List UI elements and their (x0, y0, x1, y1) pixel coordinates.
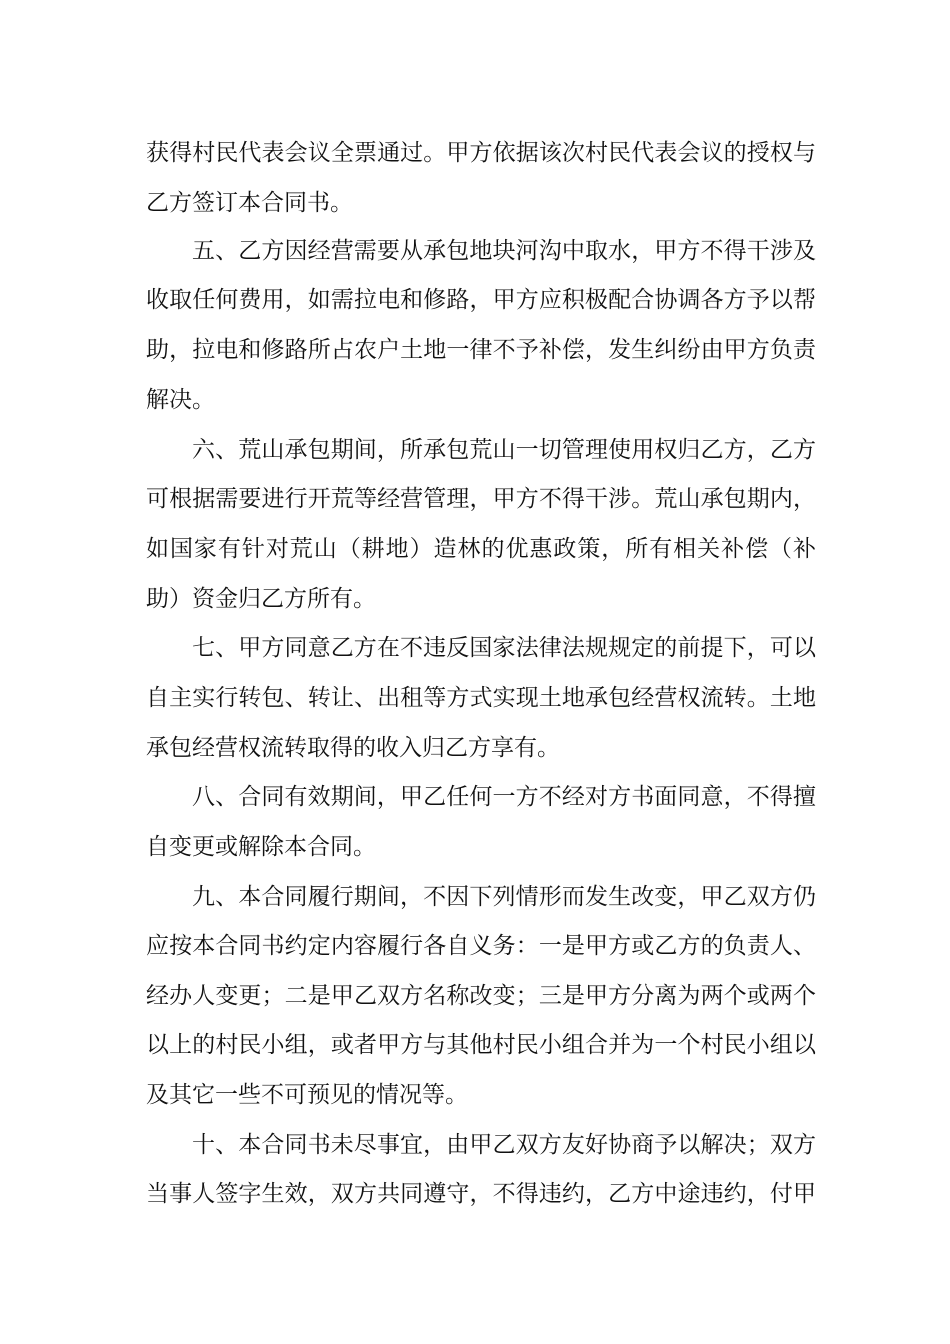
text-line: 乙方签订本合同书。 (146, 190, 353, 216)
clause-6-heading-line: 六、荒山承包期间，所承包荒山一切管理使用权归乙方，乙方 (192, 437, 816, 463)
text-line: 可根据需要进行开荒等经营管理，甲方不得干涉。荒山承包期内， (146, 486, 816, 512)
text-line: 及其它一些不可预见的情况等。 (146, 1082, 468, 1108)
text-line: 获得村民代表会议全票通过。甲方依据该次村民代表会议的授权与 (146, 140, 816, 166)
clause-8-heading-line: 八、合同有效期间，甲乙任何一方不经对方书面同意，不得擅 (192, 784, 816, 810)
text-line: 助）资金归乙方所有。 (146, 586, 376, 612)
text-line: 自主实行转包、转让、出租等方式实现土地承包经营权流转。土地 (146, 685, 816, 711)
text-line: 自变更或解除本合同。 (146, 834, 376, 860)
text-line: 助，拉电和修路所占农户土地一律不予补偿，发生纠纷由甲方负责 (146, 337, 816, 363)
text-line: 收取任何费用，如需拉电和修路，甲方应积极配合协调各方予以帮 (146, 287, 816, 313)
clause-7-heading-line: 七、甲方同意乙方在不违反国家法律法规规定的前提下，可以 (192, 635, 816, 661)
text-line: 当事人签字生效，双方共同遵守，不得违约，乙方中途违约，付甲 (146, 1181, 816, 1207)
text-line: 应按本合同书约定内容履行各自义务：一是甲方或乙方的负责人、 (146, 933, 816, 959)
text-line: 解决。 (146, 387, 215, 413)
text-line: 以上的村民小组，或者甲方与其他村民小组合并为一个村民小组以 (146, 1032, 816, 1058)
text-line: 经办人变更；二是甲乙双方名称改变；三是甲方分离为两个或两个 (146, 983, 816, 1009)
clause-5-heading-line: 五、乙方因经营需要从承包地块河沟中取水，甲方不得干涉及 (192, 238, 816, 264)
text-line: 如国家有针对荒山（耕地）造林的优惠政策，所有相关补偿（补 (146, 536, 816, 562)
clause-10-heading-line: 十、本合同书未尽事宜，由甲乙双方友好协商予以解决；双方 (192, 1132, 816, 1158)
clause-9-heading-line: 九、本合同履行期间，不因下列情形而发生改变，甲乙双方仍 (192, 884, 816, 910)
text-line: 承包经营权流转取得的收入归乙方享有。 (146, 735, 560, 761)
